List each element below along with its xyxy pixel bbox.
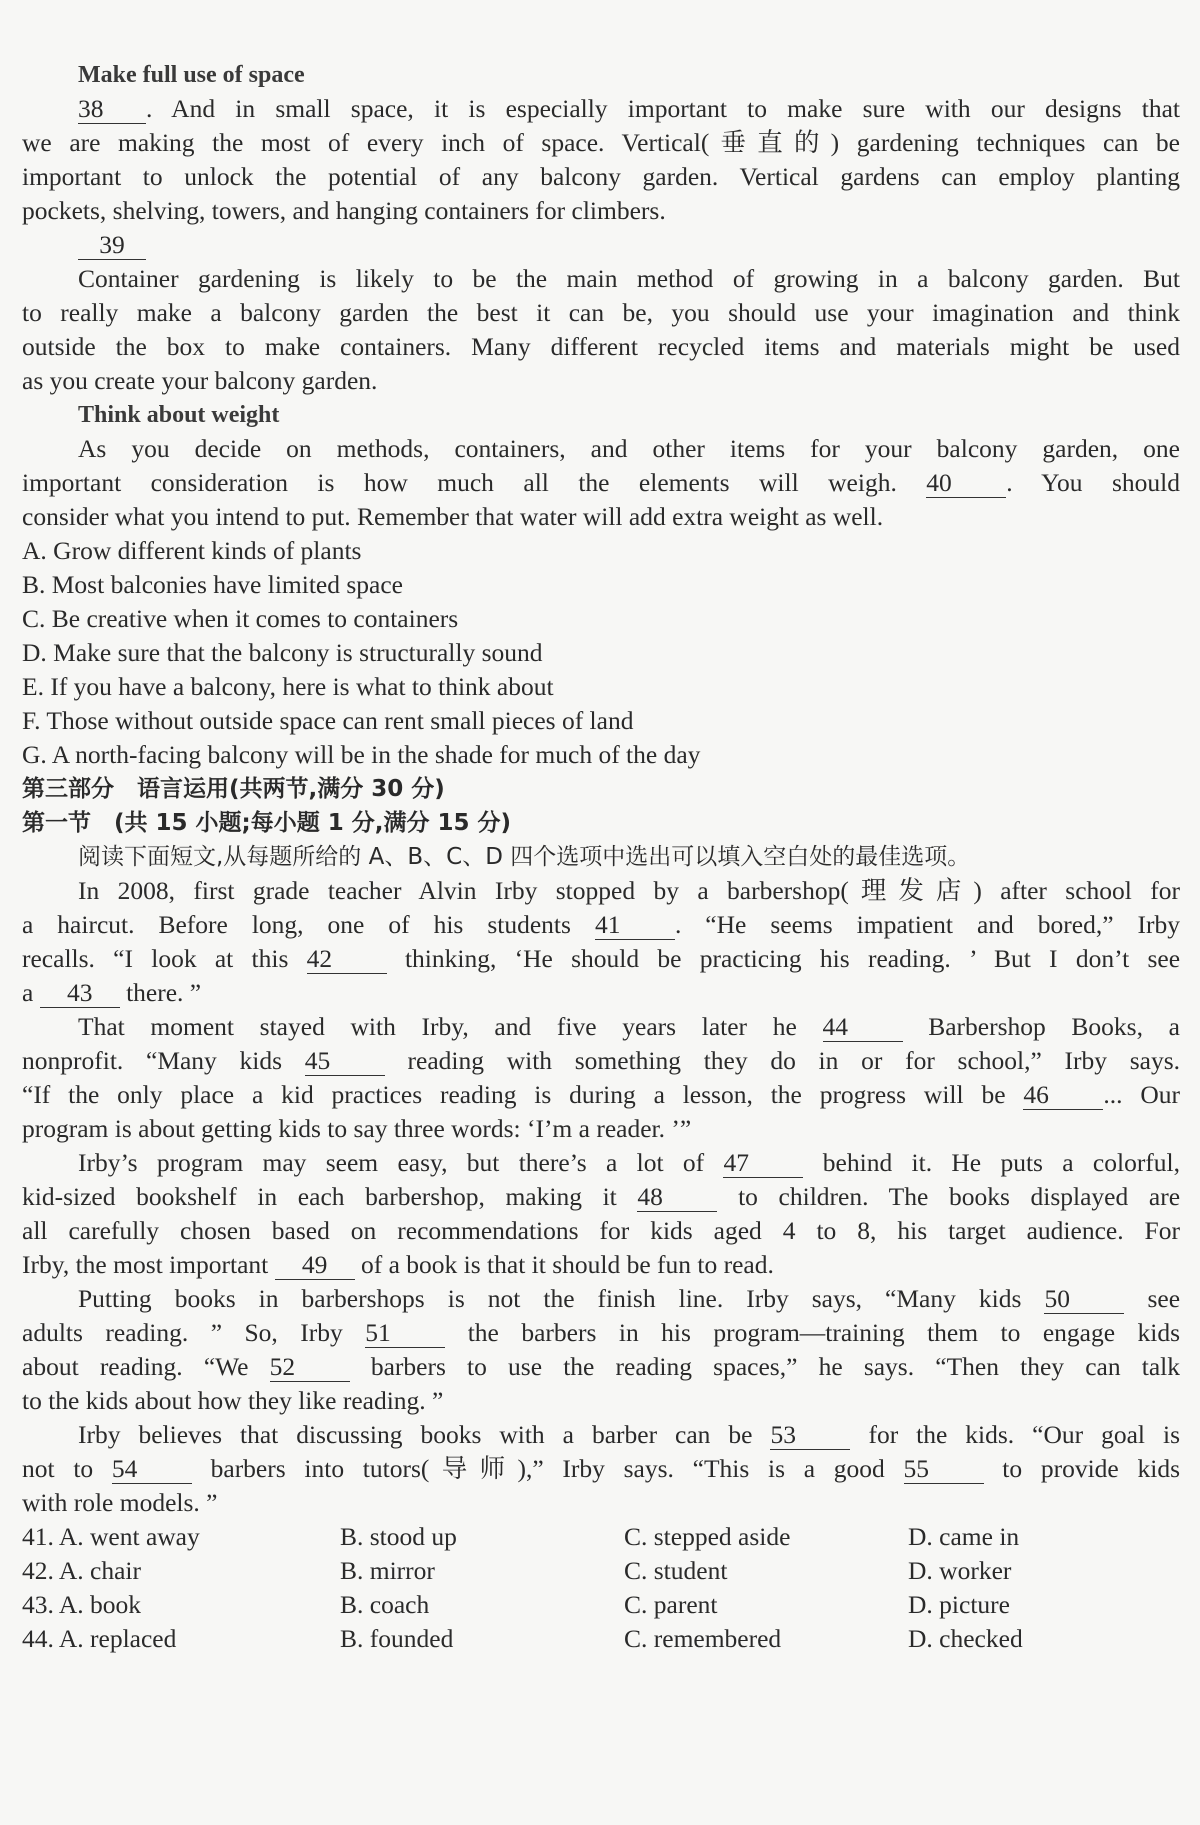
cloze-line-7: “If the only place a kid practices reading is during a lesson, the progress will be 46 ... Our xyxy=(22,1080,1180,1109)
heading-blank-39-line xyxy=(78,228,1180,262)
question-option-a: 43. A. book xyxy=(22,1590,142,1619)
question-option-b: B. founded xyxy=(340,1624,454,1653)
paragraph-39-line-2: to really make a balcony garden the best it can be, you should use your imagination and think xyxy=(22,298,1180,327)
cloze-line-14: adults reading. ” So, Irby 51 the barbers in his program—training them to engage kids xyxy=(22,1318,1181,1347)
blank-43: 43 xyxy=(40,979,120,1008)
option-e: E. If you have a balcony, here is what to think about xyxy=(22,672,554,701)
question-option-a: 44. A. replaced xyxy=(22,1624,177,1653)
blank-41: 41 xyxy=(595,911,675,940)
question-option-c: C. student xyxy=(624,1556,728,1585)
question-option-b: B. mirror xyxy=(340,1556,435,1585)
cloze-line-10: kid-sized bookshelf in each barbershop, making it 48 to children. The books displayed are xyxy=(22,1182,1181,1211)
cloze-line-1: In 2008, first grade teacher Alvin Irby stopped by a barbershop(理发店) after school for xyxy=(78,876,1180,905)
blank-51: 51 xyxy=(365,1319,445,1348)
section-3-instruction: 阅读下面短文,从每题所给的 A、B、C、D 四个选项中选出可以填入空白处的最佳选项。 xyxy=(78,844,971,870)
cloze-line-8: program is about getting kids to say three words: ‘I’m a reader. ’” xyxy=(22,1114,692,1143)
blank-52: 52 xyxy=(270,1353,350,1382)
question-option-d: D. checked xyxy=(908,1624,1023,1653)
cloze-line-15: about reading. “We 52 barbers to use the reading spaces,” he says. “Then they can talk xyxy=(22,1352,1181,1381)
paragraph-40-line-1: As you decide on methods, containers, and other items for your balcony garden, one xyxy=(78,434,1180,463)
option-c: C. Be creative when it comes to containers xyxy=(22,604,459,633)
question-option-c: C. parent xyxy=(624,1590,718,1619)
cloze-line-11: all carefully chosen based on recommendations for kids aged 4 to 8, his target audience. For xyxy=(22,1216,1180,1245)
question-option-c: C. remembered xyxy=(624,1624,782,1653)
paragraph-38-line-4: pockets, shelving, towers, and hanging containers for climbers. xyxy=(22,196,666,225)
question-option-d: D. came in xyxy=(908,1522,1020,1551)
option-d: D. Make sure that the balcony is structurally sound xyxy=(22,638,543,667)
blank-38: 38 xyxy=(78,95,146,124)
cloze-line-19: with role models. ” xyxy=(22,1488,218,1517)
paragraph-40-line-2: important consideration is how much all the elements will weigh. 40 . You should xyxy=(22,468,1181,497)
blank-44: 44 xyxy=(823,1013,903,1042)
blank-42: 42 xyxy=(307,945,387,974)
paragraph-39-line-1: Container gardening is likely to be the main method of growing in a balcony garden. But xyxy=(78,264,1180,293)
cloze-line-18: not to 54 barbers into tutors(导师),” Irby says. “This is a good 55 to provide kids xyxy=(22,1454,1180,1483)
blank-53: 53 xyxy=(770,1421,850,1450)
question-option-a: 41. A. went away xyxy=(22,1522,200,1551)
paragraph-38-line-3: important to unlock the potential of any balcony garden. Vertical gardens can employ planting xyxy=(22,162,1180,191)
paragraph-38-line-2: we are making the most of every inch of space. Vertical(垂直的) gardening techniques can be xyxy=(22,128,1180,157)
question-option-b: B. coach xyxy=(340,1590,430,1619)
blank-40: 40 xyxy=(926,469,1006,498)
cloze-line-13: Putting books in barbershops is not the finish line. Irby says, “Many kids 50 see xyxy=(78,1284,1181,1313)
cloze-line-2: a haircut. Before long, one of his students 41 . “He seems impatient and bored,” Irby xyxy=(22,910,1181,939)
cloze-line-9: Irby’s program may seem easy, but there’s a lot of 47 behind it. He puts a colorful, xyxy=(78,1148,1181,1177)
cloze-line-5: That moment stayed with Irby, and five years later he 44 Barbershop Books, a xyxy=(78,1012,1180,1041)
cloze-line-6: nonprofit. “Many kids 45 reading with something they do in or for school,” Irby says. xyxy=(22,1046,1181,1075)
blank-47: 47 xyxy=(723,1149,803,1178)
question-option-d: D. worker xyxy=(908,1556,1012,1585)
cloze-line-4: a 43 there. ” xyxy=(22,978,202,1007)
cloze-line-16: to the kids about how they like reading. ” xyxy=(22,1386,444,1415)
section-3-title: 第三部分 语言运用(共两节,满分 30 分) xyxy=(22,776,445,802)
blank-45: 45 xyxy=(305,1047,385,1076)
paragraph-40-line-3: consider what you intend to put. Remember that water will add extra weight as well. xyxy=(22,502,884,531)
section-heading-weight: Think about weight xyxy=(78,402,280,428)
section-3-part-1: 第一节 (共 15 小题;每小题 1 分,满分 15 分) xyxy=(22,810,512,836)
cloze-line-12: Irby, the most important 49 of a book is that it should be fun to read. xyxy=(22,1250,774,1279)
blank-55: 55 xyxy=(904,1455,984,1484)
section-heading-space: Make full use of space xyxy=(78,62,305,88)
cloze-line-3: recalls. “I look at this 42 thinking, ‘He should be practicing his reading. ’ But I don’t see xyxy=(22,944,1181,973)
option-b: B. Most balconies have limited space xyxy=(22,570,403,599)
blank-46: 46 xyxy=(1023,1081,1103,1110)
paragraph-39-line-3: outside the box to make containers. Many different recycled items and materials might be used xyxy=(22,332,1180,361)
option-g: G. A north-facing balcony will be in the shade for much of the day xyxy=(22,740,701,769)
option-a: A. Grow different kinds of plants xyxy=(22,536,362,565)
blank-49: 49 xyxy=(275,1251,355,1280)
question-option-c: C. stepped aside xyxy=(624,1522,791,1551)
cloze-line-17: Irby believes that discussing books with a barber can be 53 for the kids. “Our goal is xyxy=(78,1420,1181,1449)
blank-54: 54 xyxy=(112,1455,192,1484)
option-f: F. Those without outside space can rent small pieces of land xyxy=(22,706,634,735)
question-option-a: 42. A. chair xyxy=(22,1556,141,1585)
blank-48: 48 xyxy=(637,1183,717,1212)
paragraph-39-line-4: as you create your balcony garden. xyxy=(22,366,378,395)
blank-50: 50 xyxy=(1044,1285,1124,1314)
question-option-d: D. picture xyxy=(908,1590,1010,1619)
question-option-b: B. stood up xyxy=(340,1522,457,1551)
paragraph-38-line-1: 38 . And in small space, it is especially important to make sure with our designs that xyxy=(78,94,1180,123)
blank-39: 39 xyxy=(78,231,146,260)
